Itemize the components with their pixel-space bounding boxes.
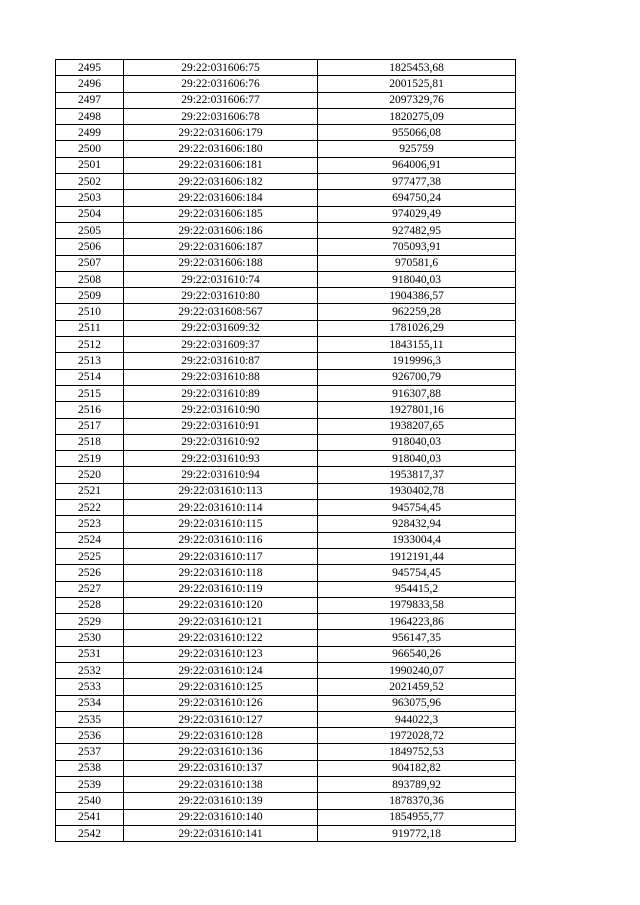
row-number-cell: 2501 <box>56 157 124 173</box>
table-row <box>56 60 516 76</box>
cadastral-number-cell: 29:22:031610:122 <box>124 630 318 646</box>
cadastral-number-cell: 29:22:031610:89 <box>124 385 318 401</box>
cadastral-number-cell: 29:22:031610:118 <box>124 565 318 581</box>
table-row <box>56 500 516 516</box>
value-cell: 2021459,52 <box>318 679 516 695</box>
cadastral-number-cell: 29:22:031606:77 <box>124 92 318 108</box>
value-cell: 928432,94 <box>318 516 516 532</box>
cadastral-number-cell: 29:22:031610:92 <box>124 434 318 450</box>
table-row <box>56 565 516 581</box>
row-number-cell: 2532 <box>56 662 124 678</box>
cadastral-number-cell: 29:22:031610:128 <box>124 728 318 744</box>
table-row <box>56 825 516 841</box>
cadastral-number-cell: 29:22:031610:90 <box>124 402 318 418</box>
value-cell: 944022,3 <box>318 711 516 727</box>
value-cell: 945754,45 <box>318 565 516 581</box>
row-number-cell: 2537 <box>56 744 124 760</box>
value-cell: 916307,88 <box>318 385 516 401</box>
cadastral-number-cell: 29:22:031610:138 <box>124 777 318 793</box>
row-number-cell: 2513 <box>56 353 124 369</box>
value-cell: 1904386,57 <box>318 288 516 304</box>
table-row <box>56 711 516 727</box>
table-row <box>56 532 516 548</box>
value-cell: 1843155,11 <box>318 337 516 353</box>
value-cell: 955066,08 <box>318 125 516 141</box>
table-row <box>56 679 516 695</box>
row-number-cell: 2529 <box>56 614 124 630</box>
row-number-cell: 2542 <box>56 825 124 841</box>
table-row <box>56 255 516 271</box>
value-cell: 694750,24 <box>318 190 516 206</box>
row-number-cell: 2533 <box>56 679 124 695</box>
cadastral-number-cell: 29:22:031610:87 <box>124 353 318 369</box>
row-number-cell: 2496 <box>56 76 124 92</box>
row-number-cell: 2512 <box>56 337 124 353</box>
row-number-cell: 2505 <box>56 222 124 238</box>
table-row <box>56 304 516 320</box>
value-cell: 893789,92 <box>318 777 516 793</box>
row-number-cell: 2522 <box>56 500 124 516</box>
row-number-cell: 2499 <box>56 125 124 141</box>
row-number-cell: 2503 <box>56 190 124 206</box>
row-number-cell: 2511 <box>56 320 124 336</box>
row-number-cell: 2525 <box>56 548 124 564</box>
table-row <box>56 434 516 450</box>
cadastral-number-cell: 29:22:031610:117 <box>124 548 318 564</box>
value-cell: 918040,03 <box>318 451 516 467</box>
row-number-cell: 2500 <box>56 141 124 157</box>
value-cell: 1933004,4 <box>318 532 516 548</box>
row-number-cell: 2534 <box>56 695 124 711</box>
table-row <box>56 662 516 678</box>
value-cell: 904182,82 <box>318 760 516 776</box>
value-cell: 1964223,86 <box>318 614 516 630</box>
table-row <box>56 402 516 418</box>
row-number-cell: 2531 <box>56 646 124 662</box>
cadastral-number-cell: 29:22:031610:119 <box>124 581 318 597</box>
table-row <box>56 467 516 483</box>
value-cell: 1878370,36 <box>318 793 516 809</box>
cadastral-number-cell: 29:22:031610:116 <box>124 532 318 548</box>
table-row <box>56 483 516 499</box>
table-row <box>56 92 516 108</box>
table-row <box>56 728 516 744</box>
cadastral-number-cell: 29:22:031606:182 <box>124 174 318 190</box>
table-row <box>56 744 516 760</box>
table-row <box>56 174 516 190</box>
row-number-cell: 2509 <box>56 288 124 304</box>
cadastral-number-cell: 29:22:031606:181 <box>124 157 318 173</box>
row-number-cell: 2515 <box>56 385 124 401</box>
value-cell: 1781026,29 <box>318 320 516 336</box>
cadastral-number-cell: 29:22:031606:186 <box>124 222 318 238</box>
row-number-cell: 2516 <box>56 402 124 418</box>
cadastral-number-cell: 29:22:031610:127 <box>124 711 318 727</box>
table-row <box>56 451 516 467</box>
cadastral-number-cell: 29:22:031610:121 <box>124 614 318 630</box>
table-row <box>56 516 516 532</box>
value-cell: 1990240,07 <box>318 662 516 678</box>
table-row <box>56 793 516 809</box>
value-cell: 1825453,68 <box>318 60 516 76</box>
cadastral-number-cell: 29:22:031610:115 <box>124 516 318 532</box>
row-number-cell: 2497 <box>56 92 124 108</box>
cadastral-number-cell: 29:22:031606:185 <box>124 206 318 222</box>
cadastral-number-cell: 29:22:031608:567 <box>124 304 318 320</box>
value-cell: 1979833,58 <box>318 597 516 613</box>
cadastral-number-cell: 29:22:031610:126 <box>124 695 318 711</box>
table-row <box>56 239 516 255</box>
value-cell: 1953817,37 <box>318 467 516 483</box>
cadastral-number-cell: 29:22:031610:74 <box>124 271 318 287</box>
cadastral-number-cell: 29:22:031610:141 <box>124 825 318 841</box>
table-row <box>56 418 516 434</box>
value-cell: 1938207,65 <box>318 418 516 434</box>
cadastral-value-table <box>55 59 516 842</box>
value-cell: 1854955,77 <box>318 809 516 825</box>
cadastral-number-cell: 29:22:031606:75 <box>124 60 318 76</box>
table-row <box>56 630 516 646</box>
cadastral-number-cell: 29:22:031610:136 <box>124 744 318 760</box>
row-number-cell: 2538 <box>56 760 124 776</box>
table-row <box>56 646 516 662</box>
row-number-cell: 2523 <box>56 516 124 532</box>
row-number-cell: 2528 <box>56 597 124 613</box>
table-row <box>56 222 516 238</box>
value-cell: 956147,35 <box>318 630 516 646</box>
value-cell: 919772,18 <box>318 825 516 841</box>
table-body <box>56 60 516 842</box>
table-row <box>56 353 516 369</box>
value-cell: 1849752,53 <box>318 744 516 760</box>
table-row <box>56 337 516 353</box>
table-row <box>56 76 516 92</box>
cadastral-number-cell: 29:22:031610:124 <box>124 662 318 678</box>
value-cell: 945754,45 <box>318 500 516 516</box>
row-number-cell: 2520 <box>56 467 124 483</box>
row-number-cell: 2526 <box>56 565 124 581</box>
row-number-cell: 2498 <box>56 108 124 124</box>
cadastral-number-cell: 29:22:031609:32 <box>124 320 318 336</box>
table-row <box>56 157 516 173</box>
row-number-cell: 2495 <box>56 60 124 76</box>
value-cell: 705093,91 <box>318 239 516 255</box>
value-cell: 918040,03 <box>318 271 516 287</box>
value-cell: 966540,26 <box>318 646 516 662</box>
row-number-cell: 2507 <box>56 255 124 271</box>
value-cell: 1919996,3 <box>318 353 516 369</box>
cadastral-number-cell: 29:22:031610:137 <box>124 760 318 776</box>
row-number-cell: 2510 <box>56 304 124 320</box>
cadastral-number-cell: 29:22:031610:125 <box>124 679 318 695</box>
table-row <box>56 206 516 222</box>
row-number-cell: 2514 <box>56 369 124 385</box>
cadastral-number-cell: 29:22:031609:37 <box>124 337 318 353</box>
table-row <box>56 108 516 124</box>
row-number-cell: 2519 <box>56 451 124 467</box>
cadastral-number-cell: 29:22:031606:76 <box>124 76 318 92</box>
value-cell: 964006,91 <box>318 157 516 173</box>
value-cell: 925759 <box>318 141 516 157</box>
table-row <box>56 548 516 564</box>
cadastral-number-cell: 29:22:031610:94 <box>124 467 318 483</box>
row-number-cell: 2502 <box>56 174 124 190</box>
value-cell: 974029,49 <box>318 206 516 222</box>
cadastral-number-cell: 29:22:031610:123 <box>124 646 318 662</box>
table-row <box>56 760 516 776</box>
table-row <box>56 369 516 385</box>
table-row <box>56 695 516 711</box>
row-number-cell: 2527 <box>56 581 124 597</box>
cadastral-number-cell: 29:22:031610:113 <box>124 483 318 499</box>
cadastral-number-cell: 29:22:031610:93 <box>124 451 318 467</box>
value-cell: 954415,2 <box>318 581 516 597</box>
value-cell: 970581,6 <box>318 255 516 271</box>
table-row <box>56 385 516 401</box>
row-number-cell: 2517 <box>56 418 124 434</box>
value-cell: 918040,03 <box>318 434 516 450</box>
value-cell: 2001525,81 <box>318 76 516 92</box>
row-number-cell: 2508 <box>56 271 124 287</box>
cadastral-number-cell: 29:22:031610:88 <box>124 369 318 385</box>
cadastral-number-cell: 29:22:031606:188 <box>124 255 318 271</box>
value-cell: 926700,79 <box>318 369 516 385</box>
cadastral-number-cell: 29:22:031606:184 <box>124 190 318 206</box>
cadastral-number-cell: 29:22:031610:120 <box>124 597 318 613</box>
value-cell: 1820275,09 <box>318 108 516 124</box>
cadastral-number-cell: 29:22:031610:80 <box>124 288 318 304</box>
cadastral-number-cell: 29:22:031610:140 <box>124 809 318 825</box>
table-row <box>56 597 516 613</box>
value-cell: 1927801,16 <box>318 402 516 418</box>
row-number-cell: 2506 <box>56 239 124 255</box>
row-number-cell: 2518 <box>56 434 124 450</box>
value-cell: 1930402,78 <box>318 483 516 499</box>
value-cell: 962259,28 <box>318 304 516 320</box>
table-row <box>56 288 516 304</box>
table-row <box>56 271 516 287</box>
value-cell: 963075,96 <box>318 695 516 711</box>
cadastral-number-cell: 29:22:031606:180 <box>124 141 318 157</box>
table-row <box>56 614 516 630</box>
row-number-cell: 2535 <box>56 711 124 727</box>
row-number-cell: 2530 <box>56 630 124 646</box>
value-cell: 1912191,44 <box>318 548 516 564</box>
cadastral-number-cell: 29:22:031610:139 <box>124 793 318 809</box>
value-cell: 1972028,72 <box>318 728 516 744</box>
row-number-cell: 2536 <box>56 728 124 744</box>
row-number-cell: 2521 <box>56 483 124 499</box>
table-row <box>56 581 516 597</box>
cadastral-number-cell: 29:22:031610:91 <box>124 418 318 434</box>
value-cell: 927482,95 <box>318 222 516 238</box>
table-row <box>56 125 516 141</box>
row-number-cell: 2539 <box>56 777 124 793</box>
cadastral-number-cell: 29:22:031606:78 <box>124 108 318 124</box>
table-row <box>56 809 516 825</box>
value-cell: 977477,38 <box>318 174 516 190</box>
table-row <box>56 320 516 336</box>
table-row <box>56 141 516 157</box>
row-number-cell: 2524 <box>56 532 124 548</box>
value-cell: 2097329,76 <box>318 92 516 108</box>
row-number-cell: 2541 <box>56 809 124 825</box>
row-number-cell: 2504 <box>56 206 124 222</box>
table-row <box>56 777 516 793</box>
cadastral-number-cell: 29:22:031606:187 <box>124 239 318 255</box>
cadastral-number-cell: 29:22:031606:179 <box>124 125 318 141</box>
table-row <box>56 190 516 206</box>
row-number-cell: 2540 <box>56 793 124 809</box>
cadastral-number-cell: 29:22:031610:114 <box>124 500 318 516</box>
